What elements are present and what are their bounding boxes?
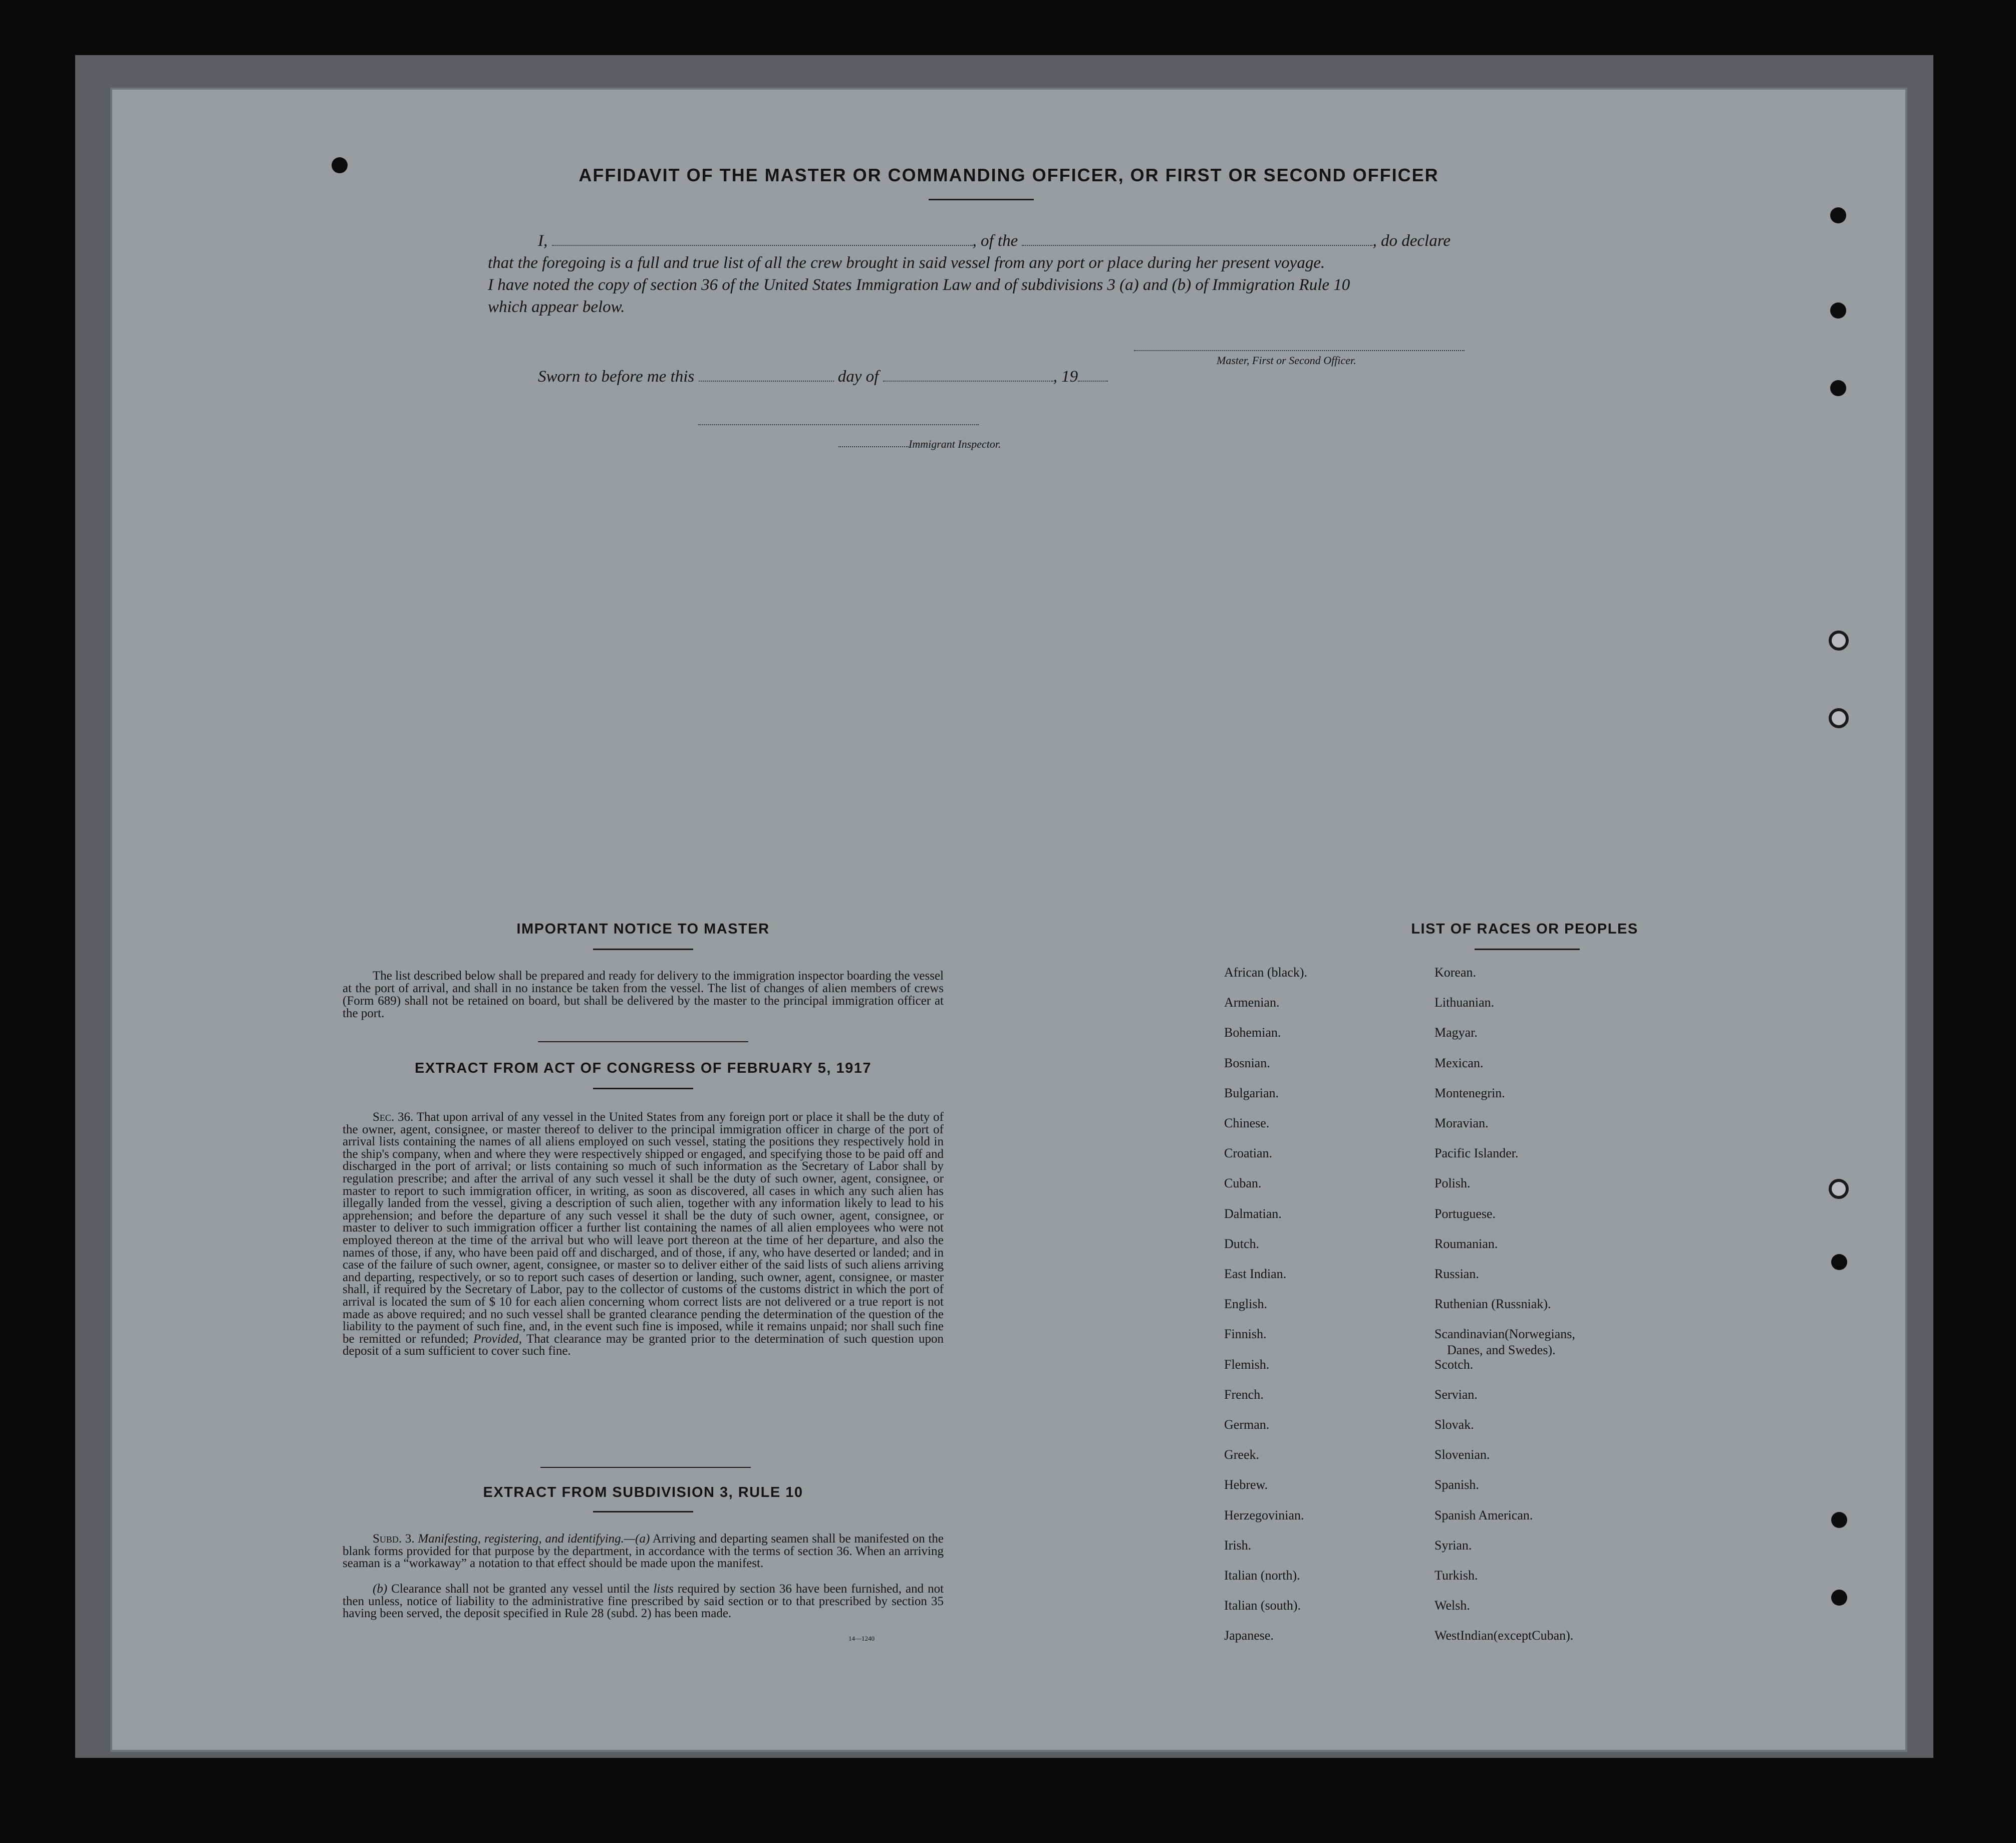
race-item: Greek. <box>1224 1447 1260 1462</box>
race-item: Montenegrin. <box>1434 1085 1505 1100</box>
affidavit-title: AFFIDAVIT OF THE MASTER OR COMMANDING OFFICER, OR FIRST OR SECOND OFFICER <box>579 165 1439 185</box>
race-item: Cuban. <box>1224 1176 1262 1191</box>
race-item: Lithuanian. <box>1434 995 1495 1010</box>
punch-ring <box>1829 631 1849 651</box>
subd-title: Manifesting, registering, and identifying.—(a) <box>418 1532 650 1546</box>
punch-hole <box>1831 1590 1847 1606</box>
affidavit-line-3: I have noted the copy of section 36 of the United States Immigration Law and of subdivisions 3 (a) and (b) of Immigration Rule 10 <box>488 276 1350 294</box>
punch-hole <box>1831 1254 1847 1270</box>
race-item: Ruthenian (Russniak). <box>1434 1297 1551 1312</box>
notice-rule <box>593 949 693 950</box>
section-label: Sec. 36. <box>373 1110 414 1124</box>
sworn-line <box>538 368 1108 386</box>
race-continuation: Danes, and Swedes). <box>1447 1343 1556 1357</box>
race-item: Bulgarian. <box>1224 1085 1279 1100</box>
race-item: Japanese. <box>1224 1628 1274 1643</box>
master-signature-line <box>1134 350 1465 351</box>
subd-b-body-1: Clearance shall not be granted any vessel until the <box>391 1582 650 1596</box>
race-item: Hebrew. <box>1224 1477 1268 1492</box>
race-item: Slovenian. <box>1434 1447 1490 1462</box>
master-signature-caption: Master, First or Second Officer. <box>1217 354 1356 367</box>
race-item: Servian. <box>1434 1387 1478 1402</box>
race-item: Welsh. <box>1434 1598 1470 1613</box>
race-item: African (black). <box>1224 965 1308 980</box>
race-item: East Indian. <box>1224 1267 1287 1281</box>
subd-b-label: (b) <box>373 1582 388 1596</box>
race-item: WestIndian(exceptCuban). <box>1434 1628 1574 1643</box>
race-item: Pacific Islander. <box>1434 1146 1519 1161</box>
punch-hole <box>1831 1512 1847 1528</box>
sworn-day-of: day of <box>837 368 879 386</box>
notice-heading: IMPORTANT NOTICE TO MASTER <box>516 921 770 937</box>
subdivision-b-text <box>343 1583 944 1620</box>
race-item: Polish. <box>1434 1176 1471 1191</box>
race-item: Syrian. <box>1434 1538 1472 1553</box>
inspector-short-line <box>838 446 909 447</box>
affidavit-of-the: , of the <box>972 232 1018 250</box>
subd-a-body: Arriving and departing seamen shall be manifested on the blank forms provided for that purpose by the department, in accordance with the terms of section 36. When an arriving seaman is a “workaway” a notation to that effect should be made upon the manifest. <box>343 1532 944 1571</box>
rule-rule <box>593 1511 693 1512</box>
subd-label: Subd. 3. <box>373 1532 415 1546</box>
race-item: Portuguese. <box>1434 1206 1496 1221</box>
rule-heading: EXTRACT FROM SUBDIVISION 3, RULE 10 <box>483 1484 803 1500</box>
race-item: Finnish. <box>1224 1327 1267 1342</box>
race-item: Russian. <box>1434 1267 1479 1281</box>
punch-ring <box>1829 708 1849 728</box>
races-rule <box>1475 949 1580 950</box>
race-item: Irish. <box>1224 1538 1252 1553</box>
affidavit-line-2: that the foregoing is a full and true list of all the crew brought in said vessel from any port or place during her present voyage. <box>488 254 1325 272</box>
race-item: Herzegovinian. <box>1224 1507 1304 1522</box>
inspector-caption: Immigrant Inspector. <box>909 438 1001 450</box>
sworn-year-prefix: , 19 <box>1053 368 1078 386</box>
race-item: Armenian. <box>1224 995 1280 1010</box>
race-item: Chinese. <box>1224 1116 1270 1130</box>
affidavit-i: I, <box>538 232 548 250</box>
punch-hole <box>1830 302 1846 319</box>
section-36-body: That upon arrival of any vessel in the United States from any foreign port or place it shall be the duty of the owner, agent, consignee, or master thereof to deliver to the principal immigration officer in charge of the port of arrival lists containing the names of all aliens employed on such vessel, stating the positions they respectively hold in the ship's company, when and where they were respectively shipped or engaged, and specifying those to be paid off and discharged in the port of arrival; or lists containing so much of such information as the Secretary of Labor shall by regulation prescribe; and after the arrival of any such vessel it shall be the duty of such owner, agent, consignee, or master to report to such immigration officer, in writing, as soon as discovered, all cases in which any such alien has illegally landed from the vessel, giving a description of such alien, together with any information likely to lead to his apprehension; and before the departure of any such vessel it shall be the duty of such owner, agent, consignee, or master to deliver to such immigration officer a further list containing the names of all alien employees who were not employed thereon at the time of the arrival but who will leave port thereon at the time of her departure, and also the names of those, if any, who have been paid off and discharged, and of those, if any, who have deserted or landed; and in case of the failure of such owner, agent, consignee, or master so to deliver either of the said lists of such aliens arriving and departing, respectively, or so to report such cases of desertion or landing, such owner, agent, consignee, or master shall, if required by the Secretary of Labor, pay to the collector of customs of the customs district in which the port of arrival is located the sum of $ 10 for each alien concerning whom correct lists are not delivered or a true report is not made as above required; and no such vessel shall be granted clearance pending the determination of the question of the liability to the payment of such fine, and, in the event such fine is imposed, while it remains unpaid; nor shall such fine be remitted or refunded; <box>343 1110 944 1346</box>
section-36-text <box>343 1111 944 1358</box>
title-rule <box>929 199 1034 200</box>
manifest-page <box>110 88 1907 1752</box>
race-item: Moravian. <box>1434 1116 1489 1130</box>
punch-ring <box>1829 1179 1849 1199</box>
race-item: Spanish. <box>1434 1477 1479 1492</box>
subd-b-body-2: required by section 36 have been furnished, and not then unless, notice of liability to the administrative fine prescribed by said section or to that prescribed by section 35 having been served, the deposit specified in Rule 28 (subd. 2) has been made. <box>343 1582 944 1621</box>
affidavit-declare: , do declare <box>1372 232 1451 250</box>
race-item: Korean. <box>1434 965 1477 980</box>
act-heading: EXTRACT FROM ACT OF CONGRESS OF FEBRUARY 5, 1917 <box>414 1060 872 1076</box>
sworn-month-blank <box>883 381 1053 382</box>
act-rule <box>593 1088 693 1089</box>
race-item: German. <box>1224 1417 1270 1432</box>
races-heading: LIST OF RACES OR PEOPLES <box>1411 921 1638 937</box>
provided-word: Provided, <box>473 1332 522 1346</box>
race-item: Roumanian. <box>1434 1236 1498 1251</box>
race-item: Bosnian. <box>1224 1055 1270 1070</box>
sworn-text: Sworn to before me this <box>538 368 695 386</box>
notice-text: The list described below shall be prepared and ready for delivery to the immigration inspector boarding the vessel at the port of arrival, and shall in no instance be taken from the vessel. The list of changes of alien members of crews (Form 689) shall not be retained on board, but shall be delivered by the master to the principal immigration officer at the port. <box>343 969 944 1020</box>
sworn-date-blank <box>699 381 834 382</box>
punch-hole <box>1830 380 1846 396</box>
affidavit-body <box>488 230 1480 318</box>
sworn-year-blank <box>1078 381 1108 382</box>
race-item: Magyar. <box>1434 1025 1478 1040</box>
race-item: Italian (north). <box>1224 1568 1300 1583</box>
race-item: Dalmatian. <box>1224 1206 1282 1221</box>
subdivision-a-text <box>343 1533 944 1570</box>
act-separator <box>540 1467 751 1468</box>
name-blank <box>552 245 973 246</box>
race-item: Slovak. <box>1434 1417 1474 1432</box>
race-item: Croatian. <box>1224 1146 1273 1161</box>
race-item: Spanish American. <box>1434 1507 1533 1522</box>
notice-separator <box>538 1041 748 1042</box>
race-item: Italian (south). <box>1224 1598 1301 1613</box>
vessel-blank <box>1022 245 1372 246</box>
section-36-body-end: That clearance may be granted prior to the determination of such question upon deposit of a sum sufficient to cover such fine. <box>343 1332 944 1358</box>
race-item: French. <box>1224 1387 1264 1402</box>
subd-b-lists: lists <box>653 1582 674 1596</box>
affidavit-line-4: which appear below. <box>488 298 625 316</box>
race-item: Scandinavian(Norwegians, <box>1434 1327 1575 1342</box>
punch-hole <box>1830 207 1846 223</box>
race-item: English. <box>1224 1297 1267 1312</box>
race-item: Scotch. <box>1434 1357 1474 1372</box>
race-item: Mexican. <box>1434 1055 1484 1070</box>
race-item: Dutch. <box>1224 1236 1260 1251</box>
race-item: Turkish. <box>1434 1568 1478 1583</box>
race-item: Bohemian. <box>1224 1025 1281 1040</box>
race-item: Flemish. <box>1224 1357 1270 1372</box>
form-number: 14—1240 <box>848 1635 875 1642</box>
inspector-signature-line <box>698 424 979 425</box>
